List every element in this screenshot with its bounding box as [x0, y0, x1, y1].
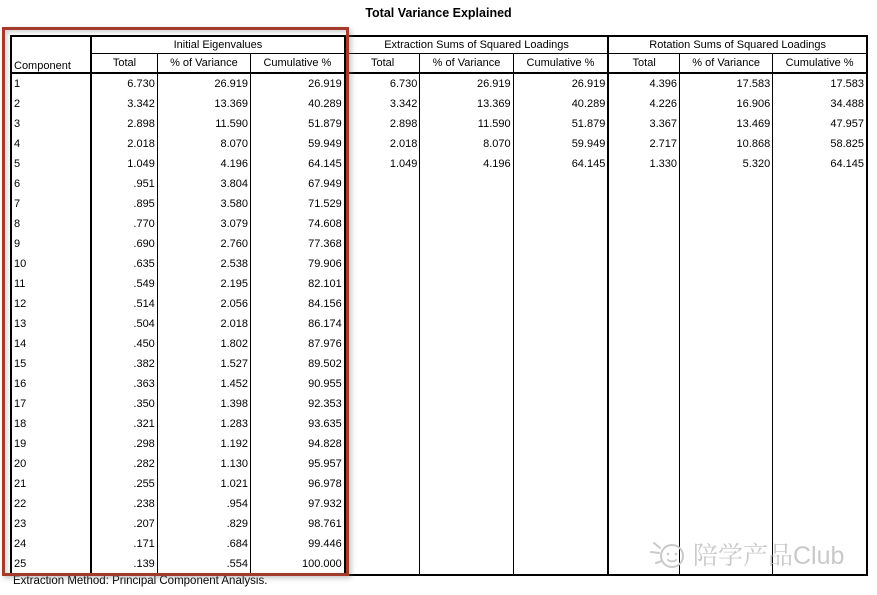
value-cell: 2.018: [91, 134, 157, 154]
value-cell: 4.226: [608, 94, 679, 114]
value-cell: [513, 494, 608, 514]
value-cell: 2.898: [91, 114, 157, 134]
component-cell: 1: [14, 78, 21, 90]
value-cell: [608, 454, 679, 474]
value-cell: .363: [91, 374, 157, 394]
value-cell: 2.760: [157, 234, 250, 254]
value-cell: 3.367: [608, 114, 679, 134]
table-row: [11, 194, 867, 214]
value-cell: [345, 554, 420, 575]
value-cell: 87.976: [251, 334, 345, 354]
value-cell: 17.583: [680, 73, 773, 94]
value-cell: [513, 294, 608, 314]
value-cell: 1.130: [157, 454, 250, 474]
value-cell: [608, 314, 679, 334]
value-cell: [773, 214, 867, 234]
group-header-rotation-loadings: Rotation Sums of Squared Loadings: [608, 36, 867, 54]
value-cell: [513, 394, 608, 414]
initial-total-header: Total: [91, 54, 157, 74]
value-cell: [680, 214, 773, 234]
value-cell: [513, 414, 608, 434]
value-cell: 95.957: [251, 454, 345, 474]
value-cell: .684: [157, 534, 250, 554]
value-cell: .504: [91, 314, 157, 334]
value-cell: [345, 214, 420, 234]
table-row: [11, 414, 867, 434]
table-row: [11, 514, 867, 534]
value-cell: 34.488: [773, 94, 867, 114]
value-cell: .954: [157, 494, 250, 514]
value-cell: 74.608: [251, 214, 345, 234]
table-row: [11, 294, 867, 314]
extraction-pct-variance-header: % of Variance: [420, 54, 513, 74]
value-cell: [608, 274, 679, 294]
component-cell: 15: [14, 358, 27, 370]
value-cell: [773, 174, 867, 194]
component-cell: 12: [14, 298, 27, 310]
value-cell: [420, 554, 513, 575]
value-cell: [773, 234, 867, 254]
value-cell: 3.079: [157, 214, 250, 234]
value-cell: [345, 314, 420, 334]
value-cell: 2.056: [157, 294, 250, 314]
value-cell: [420, 214, 513, 234]
value-cell: 59.949: [251, 134, 345, 154]
value-cell: [420, 194, 513, 214]
value-cell: [680, 434, 773, 454]
table-row: [11, 354, 867, 374]
value-cell: .450: [91, 334, 157, 354]
value-cell: 84.156: [251, 294, 345, 314]
group-header-extraction-loadings: Extraction Sums of Squared Loadings: [345, 36, 609, 54]
value-cell: 13.469: [680, 114, 773, 134]
table-row: [11, 494, 867, 514]
value-cell: 2.195: [157, 274, 250, 294]
component-cell: 7: [14, 198, 21, 210]
value-cell: [773, 534, 867, 554]
value-cell: .139: [91, 554, 157, 575]
table-title: Total Variance Explained: [365, 6, 512, 20]
value-cell: 2.538: [157, 254, 250, 274]
value-cell: .321: [91, 414, 157, 434]
extraction-cumulative-pct-header: Cumulative %: [513, 54, 608, 74]
value-cell: [608, 514, 679, 534]
value-cell: [345, 274, 420, 294]
component-cell: 18: [14, 418, 27, 430]
table-row: [11, 314, 867, 334]
initial-pct-variance-header: % of Variance: [157, 54, 250, 74]
value-cell: .298: [91, 434, 157, 454]
value-cell: [513, 254, 608, 274]
component-column-header: Component: [11, 36, 91, 73]
value-cell: 1.049: [345, 154, 420, 174]
value-cell: 77.368: [251, 234, 345, 254]
value-cell: [680, 414, 773, 434]
value-cell: [420, 294, 513, 314]
value-cell: 4.196: [420, 154, 513, 174]
value-cell: .895: [91, 194, 157, 214]
value-cell: 1.527: [157, 354, 250, 374]
value-cell: 11.590: [420, 114, 513, 134]
value-cell: [773, 434, 867, 454]
rotation-total-header: Total: [608, 54, 679, 74]
value-cell: .770: [91, 214, 157, 234]
value-cell: .635: [91, 254, 157, 274]
value-cell: 2.018: [157, 314, 250, 334]
value-cell: 79.906: [251, 254, 345, 274]
value-cell: 3.342: [91, 94, 157, 114]
value-cell: 59.949: [513, 134, 608, 154]
value-cell: 93.635: [251, 414, 345, 434]
value-cell: [680, 394, 773, 414]
value-cell: [513, 354, 608, 374]
value-cell: [608, 394, 679, 414]
value-cell: [345, 414, 420, 434]
value-cell: .207: [91, 514, 157, 534]
table-row: [11, 394, 867, 414]
value-cell: [680, 534, 773, 554]
value-cell: [513, 194, 608, 214]
value-cell: [773, 334, 867, 354]
value-cell: 17.583: [773, 73, 867, 94]
value-cell: [680, 334, 773, 354]
component-cell: 3: [14, 118, 21, 130]
value-cell: 8.070: [157, 134, 250, 154]
value-cell: [345, 374, 420, 394]
table-row: [11, 454, 867, 474]
value-cell: [680, 274, 773, 294]
value-cell: [513, 314, 608, 334]
rotation-cumulative-pct-header: Cumulative %: [773, 54, 867, 74]
component-cell: 10: [14, 258, 27, 270]
table-row: [11, 534, 867, 554]
value-cell: 67.949: [251, 174, 345, 194]
value-cell: [608, 254, 679, 274]
value-cell: .554: [157, 554, 250, 575]
value-cell: [345, 494, 420, 514]
value-cell: [345, 174, 420, 194]
value-cell: 86.174: [251, 314, 345, 334]
value-cell: [345, 234, 420, 254]
value-cell: [420, 454, 513, 474]
value-cell: [680, 314, 773, 334]
table-row: [11, 94, 867, 114]
value-cell: 82.101: [251, 274, 345, 294]
table-header: [11, 36, 867, 73]
component-cell: 11: [14, 278, 26, 290]
value-cell: 51.879: [251, 114, 345, 134]
value-cell: [773, 274, 867, 294]
value-cell: [513, 374, 608, 394]
value-cell: [420, 474, 513, 494]
value-cell: [345, 514, 420, 534]
value-cell: .549: [91, 274, 157, 294]
initial-cumulative-pct-header: Cumulative %: [251, 54, 345, 74]
value-cell: [608, 234, 679, 254]
component-cell: 2: [14, 98, 21, 110]
value-cell: [513, 274, 608, 294]
component-cell: 14: [14, 338, 27, 350]
component-cell: 25: [14, 558, 27, 570]
value-cell: 71.529: [251, 194, 345, 214]
value-cell: [420, 414, 513, 434]
value-cell: [420, 514, 513, 534]
group-header-initial-eigenvalues: Initial Eigenvalues: [91, 36, 345, 54]
value-cell: 5.320: [680, 154, 773, 174]
value-cell: [773, 194, 867, 214]
value-cell: [513, 534, 608, 554]
value-cell: [608, 414, 679, 434]
value-cell: [680, 194, 773, 214]
value-cell: [773, 394, 867, 414]
table-row: [11, 174, 867, 194]
value-cell: [345, 354, 420, 374]
value-cell: 26.919: [157, 73, 250, 94]
value-cell: 97.932: [251, 494, 345, 514]
value-cell: 1.398: [157, 394, 250, 414]
value-cell: 1.049: [91, 154, 157, 174]
value-cell: [680, 174, 773, 194]
value-cell: [420, 354, 513, 374]
value-cell: [773, 254, 867, 274]
value-cell: 26.919: [251, 73, 345, 94]
value-cell: [513, 234, 608, 254]
group-header-row: [11, 36, 867, 54]
value-cell: 11.590: [157, 114, 250, 134]
value-cell: 64.145: [773, 154, 867, 174]
value-cell: 96.978: [251, 474, 345, 494]
value-cell: .255: [91, 474, 157, 494]
value-cell: [608, 534, 679, 554]
value-cell: [345, 254, 420, 274]
value-cell: 3.804: [157, 174, 250, 194]
component-cell: 23: [14, 518, 27, 530]
value-cell: 4.396: [608, 73, 679, 94]
value-cell: [773, 454, 867, 474]
component-cell: 13: [14, 318, 27, 330]
value-cell: 100.000: [251, 554, 345, 575]
value-cell: .382: [91, 354, 157, 374]
component-cell: 20: [14, 458, 27, 470]
value-cell: [608, 214, 679, 234]
value-cell: 6.730: [345, 73, 420, 94]
value-cell: 26.919: [420, 73, 513, 94]
component-cell: 24: [14, 538, 27, 550]
value-cell: .829: [157, 514, 250, 534]
value-cell: [420, 314, 513, 334]
value-cell: [680, 454, 773, 474]
table-row: [11, 73, 867, 94]
value-cell: [513, 514, 608, 534]
table-row: [11, 274, 867, 294]
value-cell: [345, 454, 420, 474]
value-cell: [420, 394, 513, 414]
extraction-method-note: Extraction Method: Principal Component Analysis.: [13, 575, 268, 587]
value-cell: 2.717: [608, 134, 679, 154]
value-cell: 1.021: [157, 474, 250, 494]
value-cell: 1.452: [157, 374, 250, 394]
value-cell: [680, 514, 773, 534]
value-cell: [680, 374, 773, 394]
sub-header-row: [11, 54, 867, 74]
value-cell: [345, 434, 420, 454]
component-cell: 9: [14, 238, 21, 250]
value-cell: [420, 434, 513, 454]
value-cell: [513, 454, 608, 474]
value-cell: [420, 254, 513, 274]
table-row: [11, 254, 867, 274]
value-cell: [345, 534, 420, 554]
value-cell: .171: [91, 534, 157, 554]
value-cell: 1.283: [157, 414, 250, 434]
value-cell: 51.879: [513, 114, 608, 134]
value-cell: [608, 494, 679, 514]
value-cell: [608, 374, 679, 394]
value-cell: [345, 194, 420, 214]
value-cell: [773, 314, 867, 334]
value-cell: .282: [91, 454, 157, 474]
value-cell: [773, 294, 867, 314]
component-cell: 19: [14, 438, 27, 450]
value-cell: .514: [91, 294, 157, 314]
value-cell: [680, 554, 773, 575]
table-row: [11, 474, 867, 494]
table-row: [11, 114, 867, 134]
value-cell: [513, 474, 608, 494]
value-cell: [513, 334, 608, 354]
value-cell: [773, 374, 867, 394]
value-cell: 13.369: [420, 94, 513, 114]
value-cell: 3.580: [157, 194, 250, 214]
component-cell: 8: [14, 218, 21, 230]
value-cell: 16.906: [680, 94, 773, 114]
component-cell: 17: [14, 398, 27, 410]
table-row: [11, 234, 867, 254]
value-cell: 99.446: [251, 534, 345, 554]
value-cell: [345, 474, 420, 494]
value-cell: [680, 494, 773, 514]
component-cell: 22: [14, 498, 27, 510]
value-cell: [420, 334, 513, 354]
value-cell: 3.342: [345, 94, 420, 114]
value-cell: .690: [91, 234, 157, 254]
value-cell: [773, 554, 867, 575]
value-cell: 10.868: [680, 134, 773, 154]
value-cell: [608, 294, 679, 314]
value-cell: [680, 474, 773, 494]
extraction-total-header: Total: [345, 54, 420, 74]
table-row: [11, 554, 867, 575]
total-variance-table: [10, 35, 868, 576]
value-cell: 98.761: [251, 514, 345, 534]
value-cell: [680, 254, 773, 274]
value-cell: [773, 414, 867, 434]
value-cell: 13.369: [157, 94, 250, 114]
value-cell: 2.898: [345, 114, 420, 134]
value-cell: 40.289: [251, 94, 345, 114]
value-cell: 2.018: [345, 134, 420, 154]
value-cell: [773, 514, 867, 534]
value-cell: [680, 234, 773, 254]
value-cell: [420, 274, 513, 294]
component-cell: 16: [14, 378, 27, 390]
value-cell: [420, 534, 513, 554]
value-cell: .350: [91, 394, 157, 414]
value-cell: [513, 214, 608, 234]
table-row: [11, 134, 867, 154]
table-row: [11, 374, 867, 394]
value-cell: 1.192: [157, 434, 250, 454]
value-cell: 94.828: [251, 434, 345, 454]
value-cell: [773, 354, 867, 374]
value-cell: .238: [91, 494, 157, 514]
value-cell: 90.955: [251, 374, 345, 394]
value-cell: [420, 234, 513, 254]
value-cell: 92.353: [251, 394, 345, 414]
table-row: [11, 154, 867, 174]
value-cell: [773, 494, 867, 514]
value-cell: [345, 334, 420, 354]
table-row: [11, 334, 867, 354]
value-cell: [420, 374, 513, 394]
value-cell: 4.196: [157, 154, 250, 174]
rotation-pct-variance-header: % of Variance: [680, 54, 773, 74]
value-cell: [513, 554, 608, 575]
value-cell: .951: [91, 174, 157, 194]
value-cell: 89.502: [251, 354, 345, 374]
value-cell: 8.070: [420, 134, 513, 154]
value-cell: [345, 394, 420, 414]
watermark-text: 陪学产品Club: [693, 542, 845, 570]
value-cell: [513, 434, 608, 454]
value-cell: [420, 494, 513, 514]
value-cell: [680, 294, 773, 314]
component-cell: 5: [14, 158, 21, 170]
value-cell: [608, 554, 679, 575]
value-cell: 40.289: [513, 94, 608, 114]
value-cell: [608, 174, 679, 194]
value-cell: [680, 354, 773, 374]
value-cell: 26.919: [513, 73, 608, 94]
value-cell: 47.957: [773, 114, 867, 134]
value-cell: 64.145: [513, 154, 608, 174]
value-cell: [420, 174, 513, 194]
component-cell: 4: [14, 138, 21, 150]
value-cell: [608, 434, 679, 454]
value-cell: 58.825: [773, 134, 867, 154]
value-cell: [608, 334, 679, 354]
table-row: [11, 214, 867, 234]
value-cell: [608, 474, 679, 494]
value-cell: 1.802: [157, 334, 250, 354]
value-cell: [345, 294, 420, 314]
value-cell: [773, 474, 867, 494]
value-cell: 1.330: [608, 154, 679, 174]
value-cell: [608, 194, 679, 214]
component-cell: 21: [14, 478, 27, 490]
value-cell: 6.730: [91, 73, 157, 94]
value-cell: [608, 354, 679, 374]
component-cell: 6: [14, 178, 21, 190]
value-cell: [513, 174, 608, 194]
table-body: [11, 73, 867, 575]
value-cell: 64.145: [251, 154, 345, 174]
table-row: [11, 434, 867, 454]
